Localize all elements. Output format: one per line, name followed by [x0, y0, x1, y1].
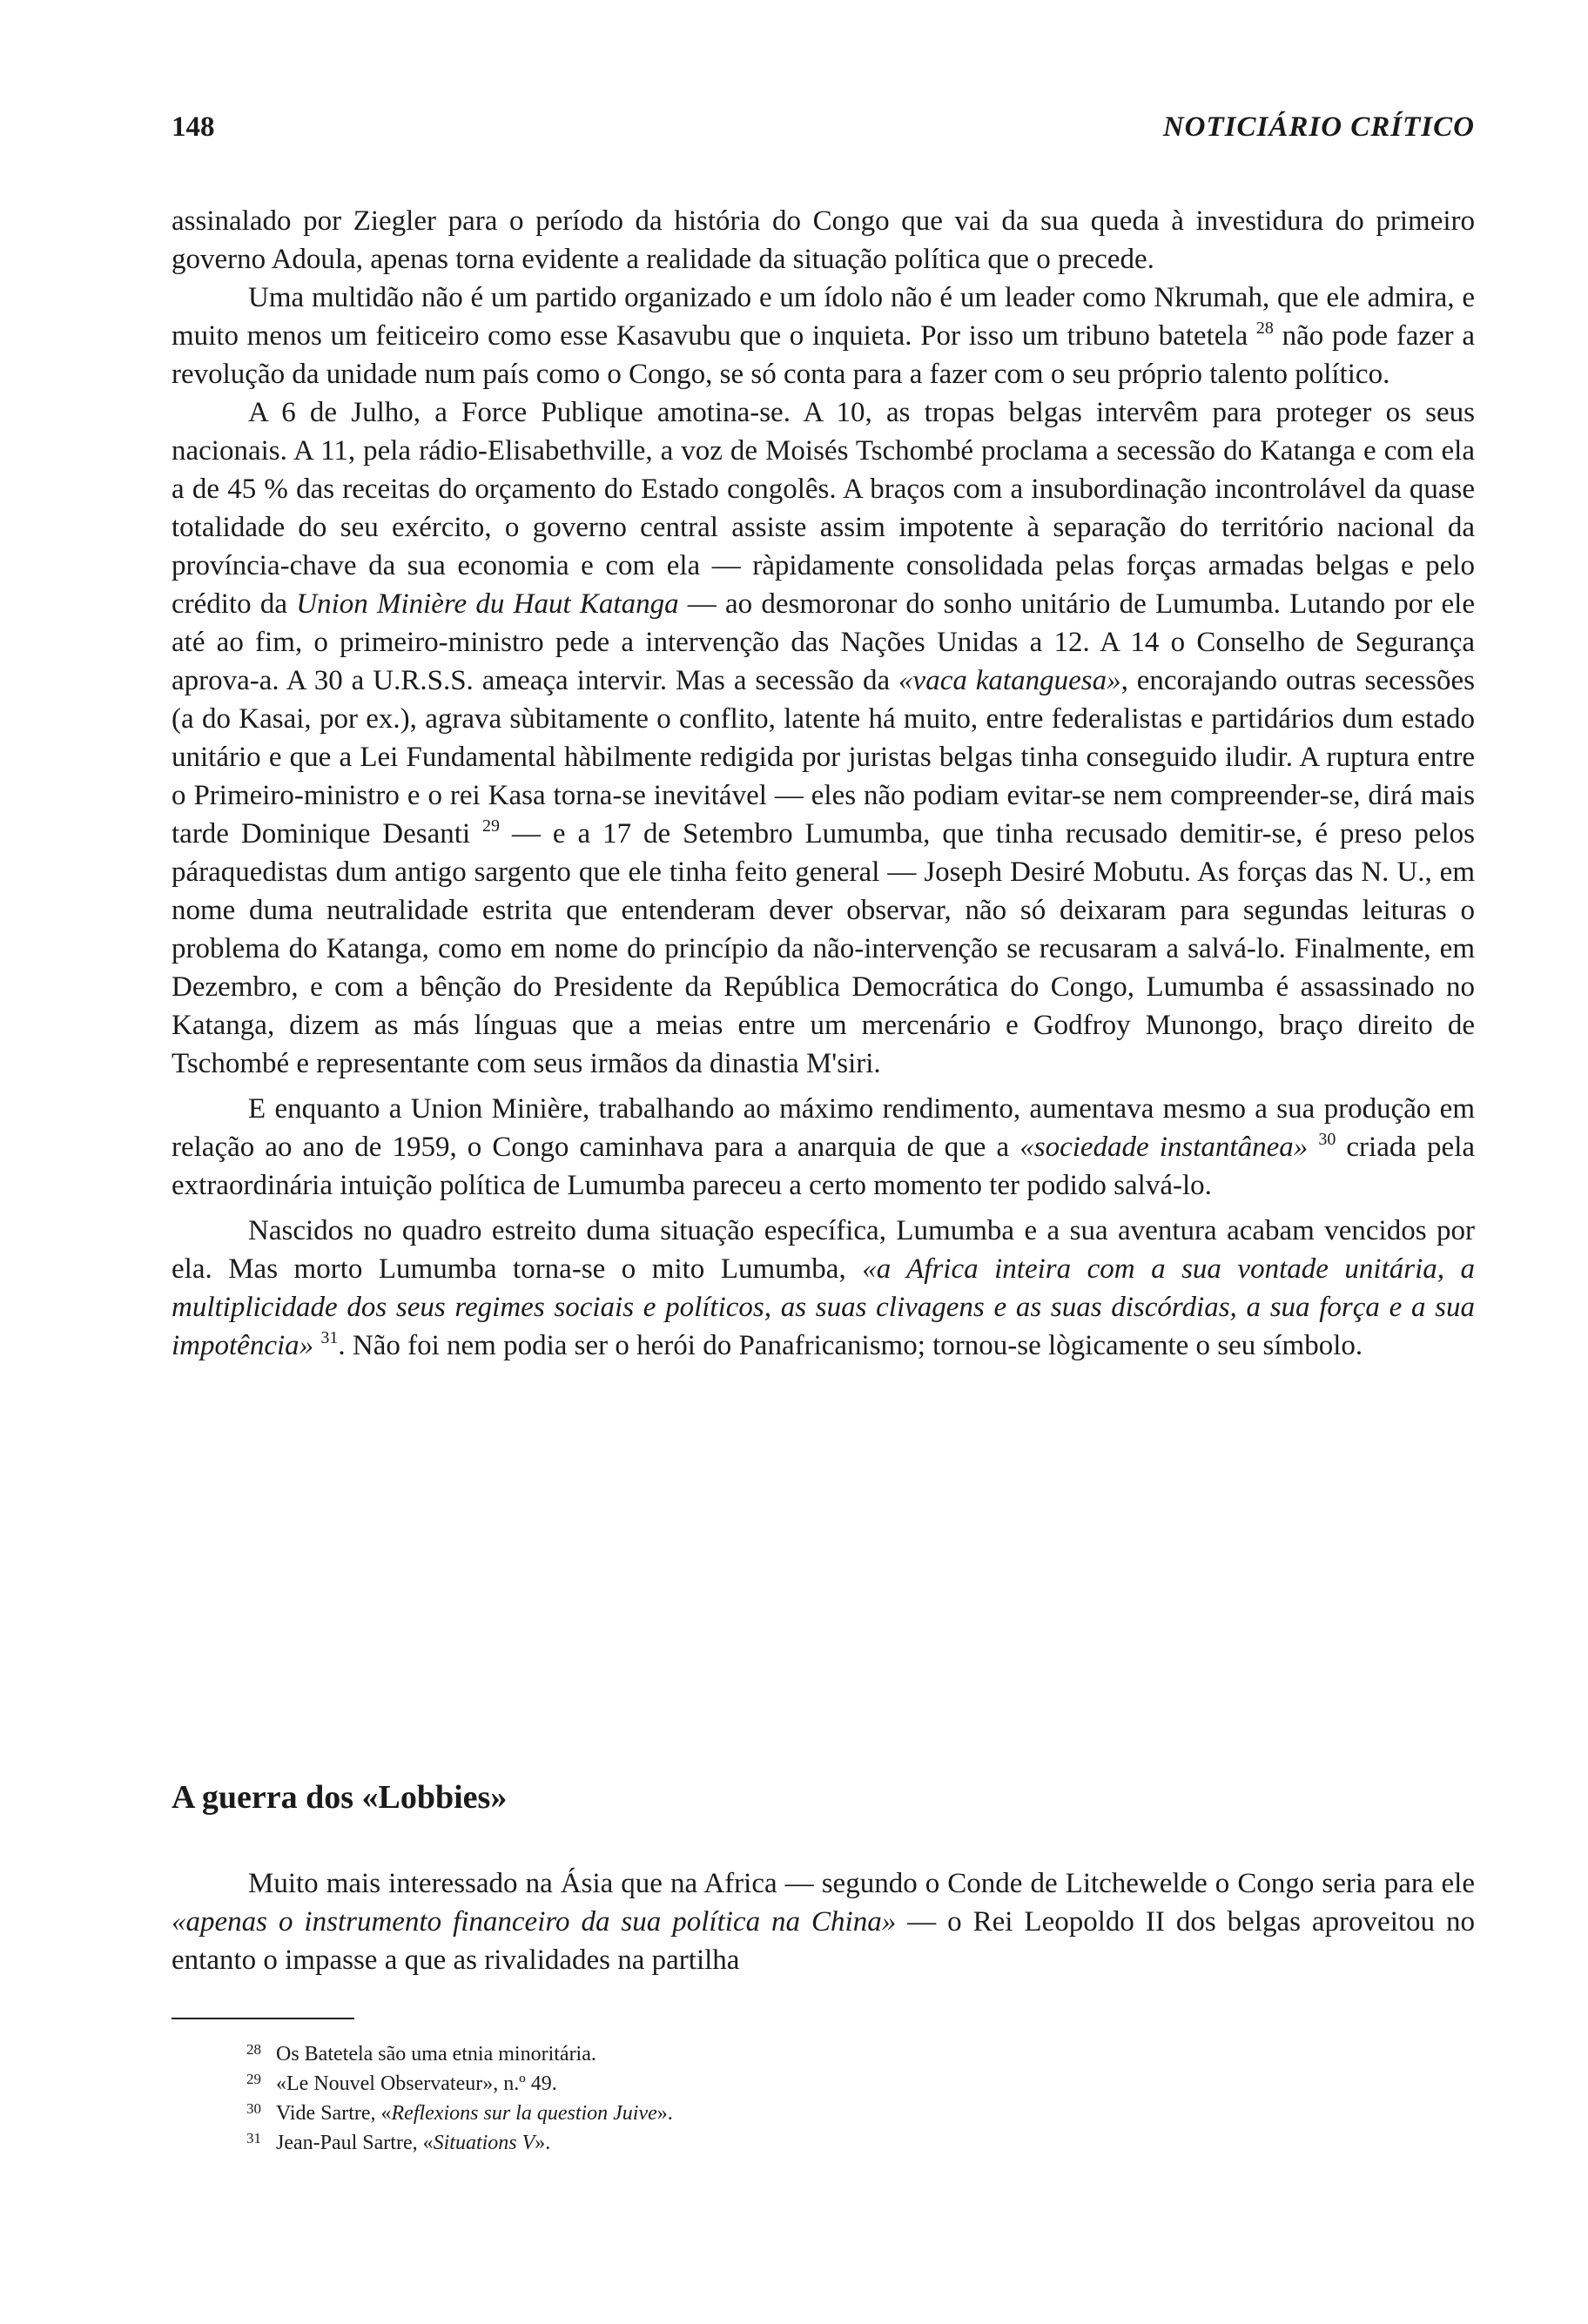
paragraph-5-text-a: Nascidos no quadro estreito duma situação específica, Lumumba e a sua aventura acabam vencidos por ela. Mas morto Lumumba torna-se o mito Lumumba,: [172, 1215, 1475, 1285]
paragraph-3-text-d: — e a 17 de Setembro Lumumba, que tinha recusado demitir-se, é preso pelos páraquedistas dum antigo sargento que ele tinha feito general — Joseph Desiré Mobutu. As forças das N. U., em nome duma neutralidade estrita que entenderam dever observar, não só deixaram para segundas leituras o problema do Katanga, como em nome do princípio da não-intervenção se recusaram a salvá-lo. Finalmente, em Dezembro, e com a bênção do Presidente da República Democrática do Congo, Lumumba é assassinado no Katanga, dizem as más línguas que a meias entre um mercenário e Godfroy Munongo, braço direito de Tschombé e representante com seus irmãos da dinastia M'siri.: [172, 818, 1475, 1079]
paragraph-3: [172, 393, 1475, 1083]
paragraph-4-text-b: criada pela extraordinária intuição política de Lumumba pareceu a certo momento ter podido salvá-lo.: [172, 1132, 1476, 1201]
paragraph-3-italic-vaca: «vaca katanguesa»: [898, 665, 1121, 696]
footnote-ref-31: 31: [320, 1328, 339, 1347]
footnote-ref-30: 30: [1318, 1130, 1336, 1149]
paragraph-2: [172, 279, 1475, 393]
footnote-text-end: ».: [656, 2102, 673, 2125]
paragraph-3-text-b: — ao desmoronar do sonho unitário de Lumumba. Lutando por ele até ao fim, o primeiro-ministro pede a intervenção das Nações Unidas a 12. A 14 o Conselho de Segurança aprova-a. A 30 a U.R.S.S. ameaça intervir. Mas a secessão da: [172, 588, 1475, 696]
section-paragraph-1-italic: «apenas o instrumento financeiro da sua política na China»: [172, 1906, 897, 1938]
footnote-ref-29: 29: [482, 816, 501, 836]
paragraph-3-italic-union-miniere: Union Minière du Haut Katanga: [296, 588, 679, 620]
section-paragraph-1: [172, 1864, 1475, 1979]
section-paragraph-1-text-b: — o Rei Leopoldo II dos belgas aproveitou no entanto o impasse a que as rivalidades na partilha: [172, 1906, 1475, 1976]
paragraph-4-text-a: E enquanto a Union Minière, trabalhando ao máximo rendimento, aumentava mesmo a sua produção em relação ao ano de 1959, o Congo caminhava para a anarquia de que a: [172, 1093, 1475, 1163]
footnote-text: «Le Nouvel Observateur», n.º 49.: [276, 2072, 557, 2095]
section-title: A guerra dos «Lobbies»: [172, 1779, 508, 1816]
paragraph-5-text-b: . Não foi nem podia ser o herói do Panafricanismo; tornou-se lògicamente o seu símbolo.: [338, 1330, 1363, 1361]
footnotes: [246, 2039, 1378, 2158]
page-header: [172, 111, 1475, 164]
footnote-divider: [172, 2018, 354, 2019]
footnote-text: Jean-Paul Sartre, «: [276, 2132, 434, 2154]
section-paragraph-1-text-a: Muito mais interessado na Ásia que na Africa — segundo o Conde de Litchewelde o Congo seria para ele: [248, 1868, 1475, 1899]
paragraph-3-text-c: , encorajando outras secessões (a do Kasai, por ex.), agrava sùbitamente o conflito, latente há muito, entre federalistas e partidários dum estado unitário e que a Lei Fundamental hàbilmente redigida por juristas belgas tinha conseguido iludir. A ruptura entre o Primeiro-ministro e o rei Kasa torna-se inevitável — eles não podiam evitar-se nem compreender-se, dirá mais tarde Dominique Desanti: [172, 665, 1475, 850]
footnote-31: 31 Jean-Paul Sartre, «Situations V».: [246, 2130, 551, 2154]
paragraph-5-italic-quote: «a Africa inteira com a sua vontade unitária, a multiplicidade dos seus regimes sociais e políticos, as suas clivagens e as suas discórdias, a sua força e a sua impotência»: [172, 1253, 1475, 1361]
footnote-text: Vide Sartre, «: [276, 2102, 392, 2125]
footnote-ref-28: 28: [1255, 319, 1274, 338]
footnote-30: 30 Vide Sartre, «Reflexions sur la question Juive».: [246, 2100, 673, 2125]
footnote-28: 28 Os Batetela são uma etnia minoritária.: [246, 2041, 596, 2065]
footnote-29: 29 «Le Nouvel Observateur», n.º 49.: [246, 2071, 557, 2095]
paragraph-1: [172, 202, 1475, 279]
footnote-italic-title: Reflexions sur la question Juive: [391, 2102, 657, 2125]
paragraph-4: [172, 1090, 1475, 1205]
page-number: 148: [172, 111, 215, 143]
footnote-italic-title: Situations V: [433, 2132, 535, 2154]
footnote-text-end: ».: [535, 2132, 551, 2154]
footnote-text: Os Batetela são uma etnia minoritária.: [276, 2043, 596, 2065]
section-text: [172, 1864, 1475, 1979]
paragraph-5: [172, 1212, 1475, 1365]
paragraph-2-text-a: Uma multidão não é um partido organizado e um ídolo não é um leader como Nkrumah, que ele admira, e muito menos um feiticeiro como esse Kasavubu que o inquieta. Por isso um tribuno batetela: [172, 282, 1475, 352]
paragraph-2-text-b: não pode fazer a revolução da unidade num país como o Congo, se só conta para a fazer com o seu próprio talento político.: [172, 320, 1475, 390]
running-title: NOTICIÁRIO CRÍTICO: [1162, 111, 1475, 143]
paragraph-1-text: assinalado por Ziegler para o período da história do Congo que vai da sua queda à investidura do primeiro governo Adoula, apenas torna evidente a realidade da situação política que o precede.: [172, 205, 1475, 275]
paragraph-3-text-a: A 6 de Julho, a Force Publique amotina-se. A 10, as tropas belgas intervêm para proteger os seus nacionais. A 11, pela rádio-Elisabethville, a voz de Moisés Tschombé proclama a secessão do Katanga e com ela a de 45 % das receitas do orçamento do Estado congolês. A braços com a insubordinação incontrolável da quase totalidade do seu exército, o governo central assiste assim impotente à separação do território nacional da província-chave da sua economia e com ela — ràpidamente consolidada pelas forças armadas belgas e pelo crédito da: [172, 397, 1475, 620]
paragraph-4-italic: «sociedade instantânea»: [1019, 1132, 1309, 1163]
main-text: [172, 202, 1475, 1365]
